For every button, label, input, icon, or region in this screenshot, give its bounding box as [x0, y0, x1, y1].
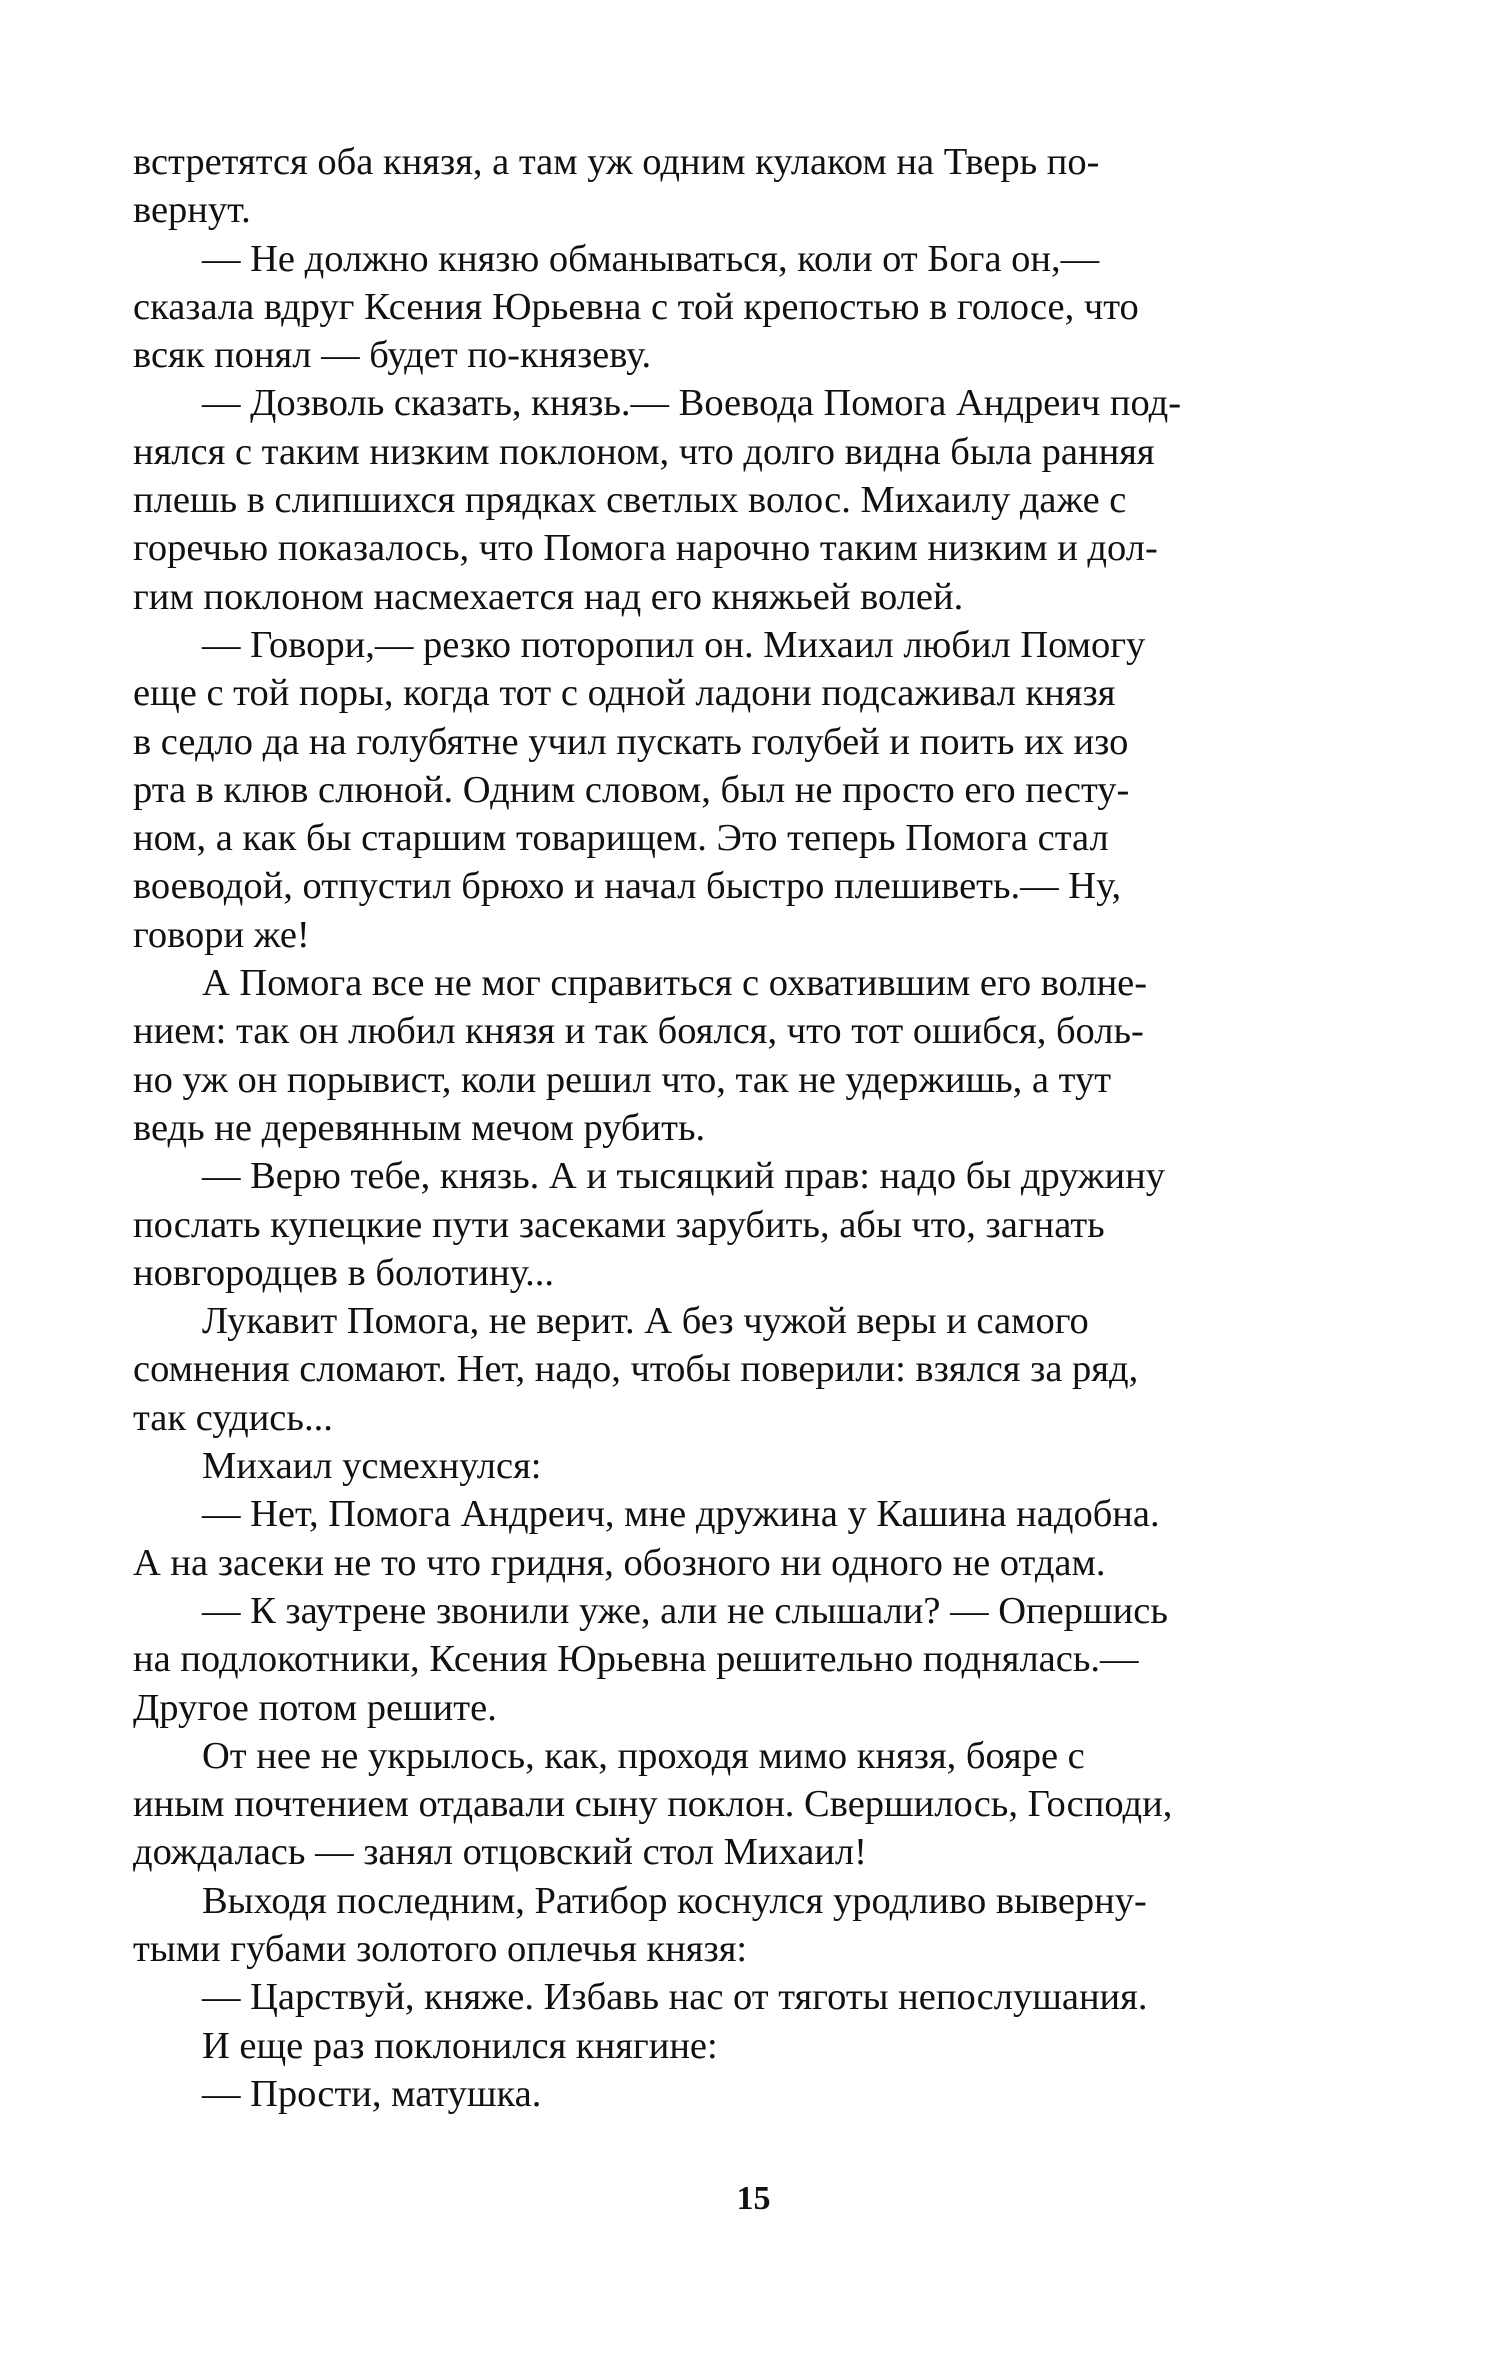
paragraph: Лукавит Помога, не верит. А без чужой веры и самого сомнения сломают. Нет, надо, чтобы поверили: взялся за ряд, так судись... [133, 1300, 1139, 1439]
paragraph: — Верю тебе, князь. А и тысяцкий прав: надо бы дружину послать купецкие пути засеками зарубить, абы что, загнать новгородцев в болотину... [133, 1155, 1165, 1294]
paragraph: — Не должно князю обманываться, коли от Бога он,— сказала вдруг Ксения Юрьевна с той крепостью в голосе, что всяк понял — будет по-князеву. [133, 237, 1139, 377]
paragraph: — Прости, матушка. [202, 2072, 542, 2115]
paragraph: А Помога все не мог справиться с охватившим его волне- нием: так он любил князя и так боялся, что тот ошибся, боль- но уж он порывист, коли решил что, так не удержишь, а тут ведь не деревянным мечом рубить. [133, 962, 1148, 1149]
page-number: 15 [736, 2180, 771, 2217]
paragraph: Выходя последним, Ратибор коснулся уродливо выверну- тыми губами золотого оплечья князя: [133, 1879, 1147, 1970]
paragraph: — Дозволь сказать, князь.— Воевода Помога Андреич под- нялся с таким низким поклоном, что долго видна была ранняя плешь в слипшихся прядках светлых волос. Михаилу даже с горечью показалось, что Помога нарочно таким низким и дол- гим поклоном насмехается над его княжьей волей. [133, 382, 1182, 618]
paragraph: — К заутрене звонили уже, али не слышали? — Опершись на подлокотники, Ксения Юрьевна решительно поднялась.— Другое потом решите. [133, 1589, 1168, 1729]
paragraph: — Говори,— резко поторопил он. Михаил любил Помогу еще с той поры, когда тот с одной ладони подсаживал князя в седло да на голубятне учил пускать голубей и поить их изо рта в клюв слюной. Одним словом, был не просто его песту- ном, а как бы старшим товарищем. Это теперь Помога стал воеводой, отпустил брюхо и начал быстро плешиветь.— Ну, говори же! [133, 623, 1146, 956]
book-page-text [133, 138, 1333, 2118]
paragraph: И еще раз поклонился княгине: [202, 2024, 718, 2067]
paragraph: Михаил усмехнулся: [202, 1445, 542, 1488]
paragraph: встретятся оба князя, а там уж одним кулаком на Тверь по- вернут. [133, 141, 1100, 232]
paragraph: От нее не укрылось, как, проходя мимо князя, бояре с иным почтением отдавали сыну поклон. Свершилось, Господи, дождалась — занял отцовский стол Михаил! [133, 1734, 1173, 1874]
paragraph: — Царствуй, княже. Избавь нас от тяготы непослушания. [202, 1976, 1148, 2019]
paragraph: — Нет, Помога Андреич, мне дружина у Кашина надобна. А на засеки не то что гридня, обозного ни одного не отдам. [133, 1493, 1160, 1584]
